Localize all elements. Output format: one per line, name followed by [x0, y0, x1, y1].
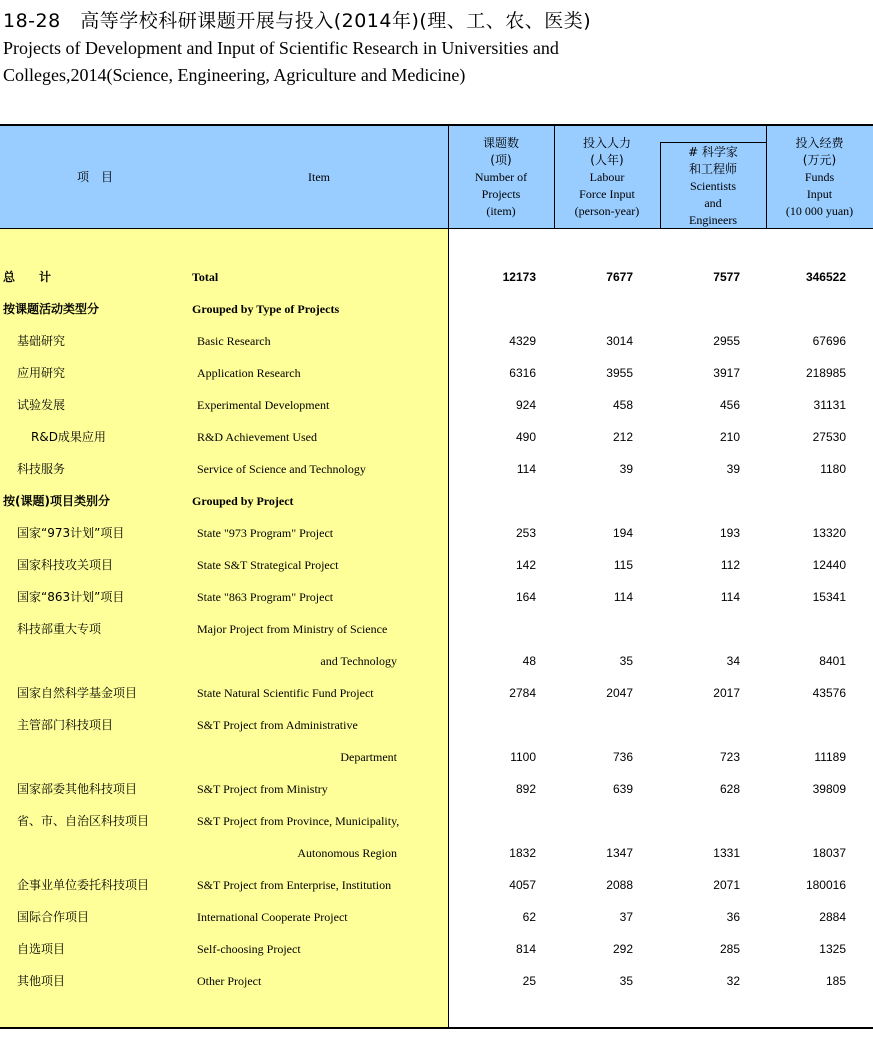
row-label-en: Basic Research	[197, 334, 271, 348]
row-value: 37	[619, 910, 633, 924]
row-value: 8401	[819, 654, 846, 668]
table-row	[0, 805, 873, 837]
table-row	[0, 741, 873, 773]
row-value: 2017	[713, 686, 740, 700]
row-value: 2088	[606, 878, 633, 892]
table-row	[0, 421, 873, 453]
table-row	[0, 901, 873, 933]
row-value: 185	[825, 974, 846, 988]
header-col2-line: Force Input	[579, 187, 635, 201]
row-label-en: Department	[340, 750, 397, 764]
row-value: 210	[719, 430, 740, 444]
row-value: 7677	[606, 270, 633, 284]
row-value: 114	[720, 590, 740, 604]
row-value: 3014	[606, 334, 633, 348]
row-value: 1325	[819, 942, 846, 956]
row-value: 4057	[509, 878, 536, 892]
row-value: 39	[619, 462, 633, 476]
row-value: 114	[516, 462, 536, 476]
row-label-cn: 国家科技攻关项目	[17, 558, 114, 572]
table-row	[0, 357, 873, 389]
table-row	[0, 485, 873, 517]
row-value: 62	[522, 910, 536, 924]
header-col3-line: 和工程师	[688, 162, 737, 176]
header-col2-line: (人年)	[590, 153, 624, 167]
header-item-en: Item	[308, 170, 330, 184]
row-value: 2047	[606, 686, 633, 700]
table-row	[0, 325, 873, 357]
row-value: 3955	[606, 366, 633, 380]
table-row	[0, 293, 873, 325]
row-value: 35	[619, 974, 633, 988]
row-label-en: Grouped by Type of Projects	[192, 302, 340, 316]
row-label-cn: 应用研究	[17, 366, 66, 380]
row-label-en: and Technology	[320, 654, 397, 668]
row-value: 12173	[502, 270, 536, 284]
row-value: 34	[726, 654, 740, 668]
row-value: 164	[515, 590, 536, 604]
header-col3-line: and	[704, 196, 722, 210]
table-row	[0, 613, 873, 645]
header-col4-line: Input	[806, 187, 833, 201]
row-label-cn: 国家自然科学基金项目	[17, 686, 138, 700]
row-value: 194	[612, 526, 633, 540]
row-value: 218985	[805, 366, 846, 380]
row-value: 32	[726, 974, 740, 988]
row-label-cn: 试验发展	[17, 398, 66, 412]
header-col1-line: Projects	[481, 187, 521, 201]
row-label-cn: 基础研究	[17, 334, 66, 348]
row-value: 723	[719, 750, 740, 764]
row-value: 628	[719, 782, 740, 796]
header-col1-line: (项)	[490, 153, 512, 167]
row-value: 6316	[509, 366, 536, 380]
page-title-en-line2: Colleges,2014(Science, Engineering, Agriculture and Medicine)	[3, 65, 466, 85]
row-value: 27530	[812, 430, 846, 444]
row-value: 4329	[509, 334, 536, 348]
row-value: 736	[612, 750, 633, 764]
table-row	[0, 869, 873, 901]
row-value: 639	[612, 782, 633, 796]
row-value: 2071	[713, 878, 740, 892]
row-value: 15341	[812, 590, 846, 604]
header-col4-line: 投入经费	[795, 136, 844, 150]
table-row	[0, 709, 873, 741]
row-value: 13320	[812, 526, 846, 540]
table-row	[0, 933, 873, 965]
row-value: 2955	[713, 334, 740, 348]
row-value: 456	[719, 398, 740, 412]
header-col4-line: (10 000 yuan)	[785, 204, 854, 218]
page-title-en-line1: Projects of Development and Input of Scientific Research in Universities and	[3, 38, 559, 58]
row-value: 142	[515, 558, 536, 572]
row-value: 3917	[713, 366, 740, 380]
row-label-cn: 主管部门科技项目	[17, 718, 114, 732]
row-label-en: State "973 Program" Project	[197, 526, 334, 540]
table-row	[0, 453, 873, 485]
row-value: 7577	[713, 270, 740, 284]
header-col-funds	[766, 126, 873, 229]
row-label-cn: 国家“973计划”项目	[17, 526, 125, 540]
row-value: 1100	[510, 750, 536, 764]
row-label-cn: R&D成果应用	[31, 430, 106, 444]
table-row	[0, 677, 873, 709]
row-value: 458	[612, 398, 633, 412]
table-row	[0, 581, 873, 613]
row-label-cn: 按课题活动类型分	[3, 302, 100, 316]
row-value: 39	[726, 462, 740, 476]
row-value: 814	[515, 942, 536, 956]
header-col3-line: Engineers	[689, 213, 737, 227]
header-subcolumn-box	[660, 142, 766, 228]
header-divider	[554, 124, 555, 229]
header-col1-line: 课题数	[482, 136, 519, 150]
row-label-cn: 按(课题)项目类别分	[3, 494, 110, 508]
table-row	[0, 389, 873, 421]
header-col-labour	[554, 126, 660, 229]
row-label-en: Experimental Development	[197, 398, 330, 412]
row-value: 39809	[812, 782, 846, 796]
table-row	[0, 645, 873, 677]
header-divider	[448, 124, 449, 229]
row-label-cn: 国际合作项目	[17, 910, 90, 924]
row-value: 112	[720, 558, 740, 572]
header-col1-line: Number of	[474, 170, 528, 184]
row-value: 212	[612, 430, 633, 444]
row-value: 924	[515, 398, 536, 412]
row-label-en: Grouped by Project	[192, 494, 294, 508]
table-bottom-rule	[0, 1027, 873, 1029]
row-label-en: International Cooperate Project	[197, 910, 348, 924]
row-value: 292	[612, 942, 633, 956]
row-value: 43576	[812, 686, 846, 700]
row-value: 892	[515, 782, 536, 796]
header-col3-line: # 科学家	[688, 145, 738, 159]
header-item-cn: 项 目	[76, 170, 113, 184]
row-label-en: Other Project	[197, 974, 262, 988]
row-label-en: Service of Science and Technology	[197, 462, 366, 476]
row-value: 36	[726, 910, 740, 924]
row-value: 1832	[509, 846, 536, 860]
row-label-en: Autonomous Region	[297, 846, 397, 860]
row-value: 67696	[812, 334, 846, 348]
row-value: 193	[719, 526, 740, 540]
table-row	[0, 261, 873, 293]
table-row	[0, 773, 873, 805]
row-label-cn: 科技服务	[17, 462, 66, 476]
header-col-projects	[448, 126, 554, 229]
page-title-cn: 18-28 高等学校科研课题开展与投入(2014年)(理、工、农、医类)	[3, 10, 592, 32]
row-label-cn: 自选项目	[17, 942, 66, 956]
row-value: 1331	[713, 846, 740, 860]
row-label-en: Self-choosing Project	[197, 942, 301, 956]
row-value: 18037	[812, 846, 846, 860]
row-value: 1180	[820, 462, 846, 476]
row-label-cn: 总 计	[3, 270, 52, 284]
row-value: 2784	[509, 686, 536, 700]
row-label-cn: 省、市、自治区科技项目	[17, 814, 150, 828]
row-label-en: Major Project from Ministry of Science	[197, 622, 388, 636]
header-col4-line: Funds	[804, 170, 835, 184]
row-label-en: State Natural Scientific Fund Project	[197, 686, 374, 700]
row-value: 1347	[606, 846, 633, 860]
row-label-en: Application Research	[197, 366, 301, 380]
row-value: 114	[613, 590, 633, 604]
row-value: 253	[515, 526, 536, 540]
row-value: 490	[515, 430, 536, 444]
row-label-cn: 其他项目	[17, 974, 66, 988]
row-value: 285	[719, 942, 740, 956]
header-col2-line: 投入人力	[582, 136, 631, 150]
row-value: 11189	[814, 750, 846, 764]
row-value: 48	[522, 654, 536, 668]
row-value: 180016	[805, 878, 846, 892]
row-value: 35	[619, 654, 633, 668]
row-label-en: S&T Project from Ministry	[197, 782, 328, 796]
row-label-en: S&T Project from Enterprise, Institution	[197, 878, 392, 892]
row-value: 12440	[812, 558, 846, 572]
header-col3-line: Scientists	[689, 179, 736, 193]
table-row	[0, 517, 873, 549]
row-label-en: State S&T Strategical Project	[197, 558, 339, 572]
row-value: 115	[613, 558, 633, 572]
row-label-cn: 科技部重大专项	[17, 622, 102, 636]
header-col2-line: Labour	[589, 170, 625, 184]
table-row	[0, 549, 873, 581]
header-col1-line: (item)	[486, 204, 516, 218]
row-value: 25	[522, 974, 536, 988]
row-label-en: State "863 Program" Project	[197, 590, 334, 604]
table-row	[0, 837, 873, 869]
header-divider	[766, 124, 767, 229]
row-label-cn: 企事业单位委托科技项目	[17, 878, 150, 892]
row-label-en: S&T Project from Province, Municipality,	[197, 814, 400, 828]
row-label-cn: 国家部委其他科技项目	[17, 782, 138, 796]
row-value: 2884	[819, 910, 846, 924]
row-value: 346522	[805, 270, 846, 284]
header-col4-line: (万元)	[802, 153, 837, 167]
header-col2-line: (person-year)	[574, 204, 640, 218]
table-row	[0, 965, 873, 997]
row-label-en: R&D Achievement Used	[197, 430, 317, 444]
row-label-en: Total	[192, 270, 219, 284]
row-value: 31131	[813, 398, 846, 412]
row-label-cn: 国家“863计划”项目	[17, 590, 125, 604]
row-label-en: S&T Project from Administrative	[197, 718, 358, 732]
